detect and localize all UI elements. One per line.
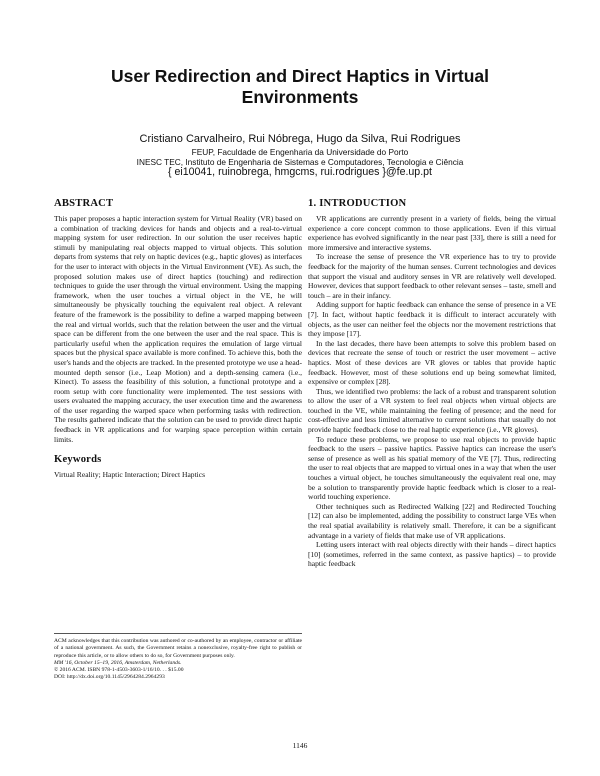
copyright-footnote	[54, 633, 302, 682]
intro-paragraph: To increase the sense of presence the VR experience has to try to provide feedback for the majority of the human senses. Current technologies and devices that support the visual and auditory senses in VR are relatively well developed. However, devices that support feedback to other relevant senses – taste, smell and touch – are in their infancy.	[308, 252, 556, 300]
right-column	[308, 198, 556, 569]
left-column	[54, 198, 302, 480]
conference-info: MM '16, October 15–19, 2016, Amsterdam, Netherlands.	[54, 659, 182, 666]
affiliation-inesc: INESC TEC, Instituto de Engenharia de Sistemas e Computadores, Tecnologia e Ciência	[136, 157, 464, 167]
keywords-text: Virtual Reality; Haptic Interaction; Direct Haptics	[54, 470, 206, 480]
author-emails: { ei10041, ruinobrega, hmgcms, rui.rodrigues }@fe.up.pt	[168, 166, 432, 178]
intro-paragraph: Adding support for haptic feedback can enhance the sense of presence in a VE [7]. In fact, without haptic feedback it is difficult to interact accurately with objects, as the user can neither feel the objects nor the movement restrictions that they impose [17].	[308, 300, 556, 339]
doi-link[interactable]: DOI: http://dx.doi.org/10.1145/2964284.2964293	[54, 674, 165, 681]
abstract-text: This paper proposes a haptic interaction system for Virtual Reality (VR) based on a combination of tracking devices for hands and objects and a real-to-virtual mapping system for user redirection. In our solution the user receives haptic stimuli by manipulating real objects mapped to virtual objects. This solution departs from systems that rely on haptic devices (e.g., haptic gloves) as interfaces for the user to interact with objects in the Virtual Environment (VE). As such, the proposed solution makes use of direct haptics (touching) and redirection techniques to guide the user through the virtual environment. Using the mapping framework, when the user touches a virtual object in the VE, he will simultaneously be physically touching the equivalent real object. A relevant feature of the framework is the possibility to define a warped mapping between the real and virtual worlds, such that the relation between the user and the virtual space can be different from the one between the user and the real space. This is particularly useful when the application requires the emulation of large virtual spaces but the physical space available is more confined. To achieve this, both the user's hands and the objects are tracked. In the presented prototype we use a head-mounted depth sensor (i.e., Leap Motion) and a depth-sensing camera (i.e., Kinect). To assess the feasibility of this solution, a functional prototype and a room setup with core functionality were implemented. The test sessions with users evaluated the mapping accuracy, the user execution time and the awareness of the user regarding the warped space when performing tasks with redirection. The results gathered indicate that the solution can be used to provide direct haptic feedback in VR applications and for warping space perception within certain limits.	[54, 214, 303, 444]
intro-paragraph: Letting users interact with real objects directly with their hands – direct haptics [10] (sometimes, referred in the same context, as passive haptics) – to provide haptic feedback	[308, 540, 556, 569]
intro-paragraph: To reduce these problems, we propose to use real objects to provide haptic feedback to the users – passive haptics. Passive haptics can increase the user's sense of presence as well as his spatial memory of the VE [7]. Thus, redirecting the user to real objects that are mapped to virtual ones in a way that when the user touches a virtual object, he touches simultaneously the equivalent real one, may be a solution to transparently provide haptic feedback which is closer to a real-world touching experience.	[308, 434, 556, 502]
page-number: 1146	[292, 741, 308, 750]
intro-paragraph: In the last decades, there have been attempts to solve this problem based on devices that recreate the sense of touch or restrict the user movement – active haptics. Most of these devices are VR gloves or tables that provide haptic feedback. However, most of these solutions end up being somewhat limited, expensive or complex [28].	[308, 338, 556, 387]
copyright-line: © 2016 ACM. ISBN 978-1-4503-3603-1/16/10. . . $15.00	[54, 667, 184, 674]
intro-paragraph: VR applications are currently present in a variety of fields, being the virtual experience a core concept common to those applications. Even if this virtual experience has evolved significantly in the near past [33], there is still a need for more immersive and interactive systems.	[308, 214, 556, 252]
introduction-heading: 1. INTRODUCTION	[308, 198, 407, 209]
abstract-heading: ABSTRACT	[54, 198, 114, 209]
intro-paragraph: Thus, we identified two problems: the lack of a robust and transparent solution to allow the user of a VR system to feel real objects when virtual objects are touched in the VE, while maintaining the feeling of presence; and the need for cost-effective and less limited alternative to current solutions that usually do not provide haptic feedback close to the real haptic experience (i.e., VR gloves).	[308, 386, 556, 435]
keywords-heading: Keywords	[54, 454, 102, 466]
paper-title: User Redirection and Direct Haptics in Virtual Environments	[111, 66, 489, 107]
affiliation-feup: FEUP, Faculdade de Engenharia da Universidade do Porto	[191, 147, 409, 157]
intro-paragraph: Other techniques such as Redirected Walking [22] and Redirected Touching [12] can also be implemented, adding the possibility to construct large VEs when the real spatial availability is relatively small. Therefore, it can be a significant advantage in a variety of fields that make use of VR applications.	[308, 501, 556, 540]
permission-notice: ACM acknowledges that this contribution was authored or co-authored by an employee, contractor or affiliate of a national government. As such, the Government retains a nonexclusive, royalty-free right to publish or reproduce this article, or to allow others to do so, for Government purposes only.	[54, 638, 302, 659]
author-list: Cristiano Carvalheiro, Rui Nóbrega, Hugo da Silva, Rui Rodrigues	[139, 133, 461, 145]
